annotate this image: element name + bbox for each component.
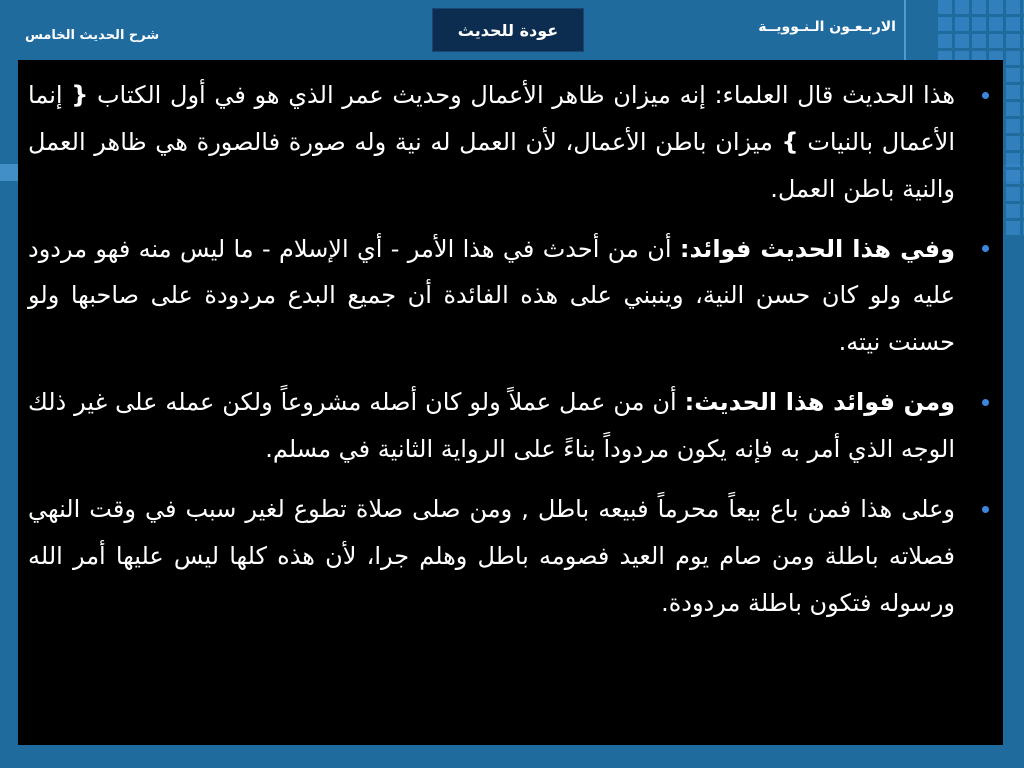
bullet-dot-icon <box>982 399 989 406</box>
bullet-1-text-part: هذا الحديث قال العلماء: إنه ميزان ظاهر الأعمال وحديث عمر الذي هو في أول الكتاب <box>88 81 955 109</box>
bullet-dot-icon <box>982 245 989 252</box>
bullet-item-4 <box>28 486 955 626</box>
bullet-1-paragraph <box>28 72 955 212</box>
bullet-1-text-part: ميزان باطن الأعمال، لأن العمل له نية وله صورة فالصورة هي ظاهر العمل والنية باطن العمل. <box>28 127 955 203</box>
bullet-item-3 <box>28 379 955 473</box>
header-divider-line <box>904 0 906 60</box>
bullet-2-heading: وفي هذا الحديث فوائد: <box>679 234 955 263</box>
quote-open-brace: { <box>71 81 89 109</box>
bullet-dot-icon <box>982 506 989 513</box>
back-to-hadith-label: عودة للحديث <box>457 20 559 40</box>
hadith-quote-text: إنما الأعمال بالنيات <box>28 81 955 156</box>
lesson-title: شرح الحديث الخامس <box>25 28 160 43</box>
bullet-2-text: أن من أحدث في هذا الأمر - أي الإسلام - ما ليس منه فهو مردود عليه ولو كان حسن النية، وينبني على هذه الفائدة أن جميع البدع مردودة على صاحبها ولو حسنت نيته. <box>28 234 955 357</box>
bullet-item-1 <box>28 72 955 212</box>
series-title: الاربـعـون الـنـوويــة <box>758 19 896 35</box>
bullet-dot-icon <box>982 92 989 99</box>
bullet-4-text: وعلى هذا فمن باع بيعاً محرماً فبيعه باطل , ومن صلى صلاة تطوع لغير سبب في وقت النهي فصلاته باطلة ومن صام يوم العيد فصومه باطل وهلم جرا، لأن هذه كلها ليس عليها أمر الله ورسوله فتكون باطلة مردودة. <box>28 494 955 617</box>
bullet-2-paragraph <box>28 226 955 366</box>
bullet-3-text: أن من عمل عملاً ولو كان أصله مشروعاً ولكن عمله على غير ذلك الوجه الذي أمر به فإنه يكون مردوداً بناءً على الرواية الثانية في مسلم. <box>28 388 955 463</box>
bullet-list <box>28 72 955 626</box>
back-to-hadith-button[interactable] <box>432 8 584 52</box>
bullet-3-paragraph <box>28 379 955 473</box>
bullet-item-2 <box>28 226 955 366</box>
quote-close-brace: } <box>781 127 799 156</box>
bullet-4-paragraph <box>28 486 955 626</box>
content-panel <box>18 60 1003 745</box>
bullet-3-heading: ومن فوائد هذا الحديث: <box>684 388 955 417</box>
